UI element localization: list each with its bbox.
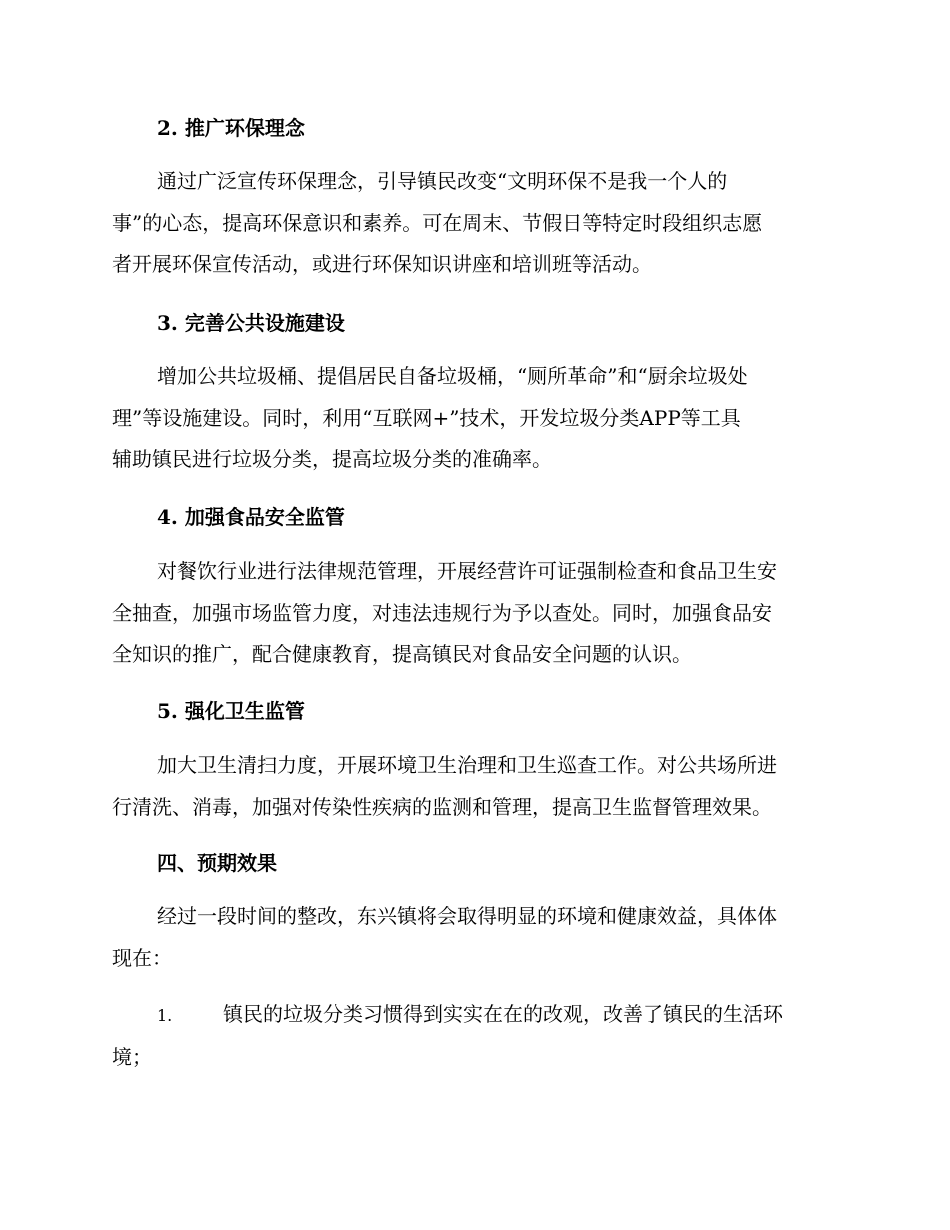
paragraph-line: 通过广泛宣传环保理念，引导镇民改变“文明环保不是我一个人的 xyxy=(157,169,728,193)
paragraph-expected-effects xyxy=(112,896,834,979)
paragraph-line: 者开展环保宣传活动，或进行环保知识讲座和培训班等活动。 xyxy=(112,252,652,276)
section-heading-promote-eco: 2. 推广环保理念 xyxy=(157,116,305,140)
paragraph-line: 现在： xyxy=(112,945,172,970)
paragraph-line: 理”等设施建设。同时，利用“互联网+”技术，开发垃圾分类APP等工具 xyxy=(112,405,741,430)
section-heading-food-safety: 4. 加强食品安全监管 xyxy=(157,505,345,529)
list-item-number: 1. xyxy=(157,1006,173,1025)
list-item-line xyxy=(112,994,834,1037)
paragraph-public-facilities xyxy=(112,356,834,481)
paragraph-promote-eco xyxy=(112,161,834,286)
paragraph-line: 全抽查，加强市场监管力度，对违法违规行为予以查处。同时，加强食品安 xyxy=(112,600,772,625)
list-item-line: 境； xyxy=(112,1044,152,1069)
paragraph-line: 经过一段时间的整改，东兴镇将会取得明显的环境和健康效益，具体体 xyxy=(157,904,777,928)
paragraph-line: 行清洗、消毒，加强对传染性疾病的监测和管理，提高卫生监督管理效果。 xyxy=(112,794,772,819)
section-heading-public-facilities: 3. 完善公共设施建设 xyxy=(157,311,345,335)
paragraph-line: 辅助镇民进行垃圾分类，提高垃圾分类的准确率。 xyxy=(112,447,552,471)
paragraph-hygiene xyxy=(112,745,834,828)
section-heading-expected-effects: 四、预期效果 xyxy=(157,851,277,875)
paragraph-food-safety xyxy=(112,551,834,676)
list-item-text: 镇民的垃圾分类习惯得到实实在在的改观，改善了镇民的生活环 xyxy=(223,1002,783,1026)
paragraph-line: 增加公共垃圾桶、提倡居民自备垃圾桶，“厕所革命”和“厨余垃圾处 xyxy=(157,364,748,388)
section-heading-hygiene: 5. 强化卫生监管 xyxy=(157,699,305,723)
paragraph-line: 加大卫生清扫力度，开展环境卫生治理和卫生巡查工作。对公共场所进 xyxy=(157,753,777,777)
paragraph-line: 对餐饮行业进行法律规范管理，开展经营许可证强制检查和食品卫生安 xyxy=(157,559,777,583)
paragraph-line: 事”的心态，提高环保意识和素养。可在周末、节假日等特定时段组织志愿 xyxy=(112,210,763,235)
list-item xyxy=(112,994,834,1078)
paragraph-line: 全知识的推广，配合健康教育，提高镇民对食品安全问题的认识。 xyxy=(112,642,692,666)
